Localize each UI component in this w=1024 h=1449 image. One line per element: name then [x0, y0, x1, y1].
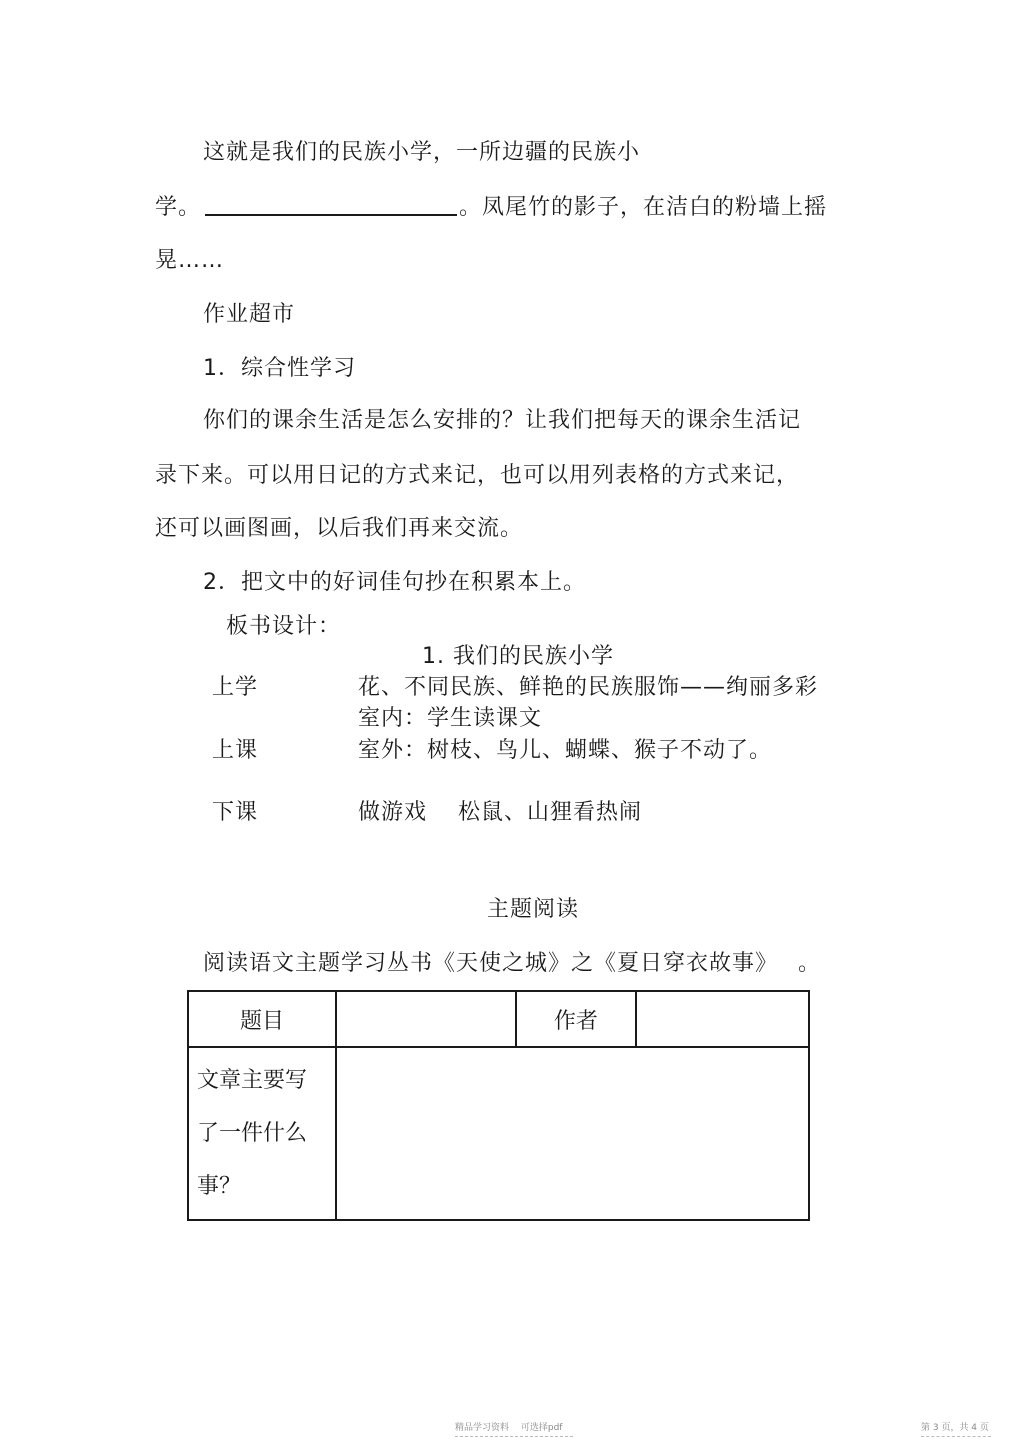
table-row [188, 991, 809, 1047]
board-row-content: 室内：学生读课文 [358, 706, 543, 731]
question-line: 事？ [197, 1174, 242, 1199]
paragraph-line-with-blank [155, 194, 827, 221]
board-label: 板书设计： [226, 614, 342, 639]
list-item-heading: 2．把文中的好词佳句抄在积累本上。 [203, 570, 586, 595]
paragraph-line: 录下来。可以用日记的方式来记，也可以用列表格的方式来记， [155, 463, 800, 488]
paragraph-line: 你们的课余生活是怎么安排的？让我们把每天的课余生活记 [203, 408, 802, 433]
board-row-content: 室外：树枝、鸟儿、蝴蝶、猴子不动了。 [358, 738, 773, 763]
table-input-author[interactable] [636, 991, 809, 1047]
paragraph-text: 学。 [155, 195, 202, 220]
board-title: 1. 我们的民族小学 [422, 644, 614, 669]
paragraph-text: 。凤尾竹的影子，在洁白的粉墙上摇 [459, 195, 828, 220]
reading-instruction: 阅读语文主题学习丛书《天使之城》之《夏日穿衣故事》 。 [203, 951, 821, 976]
footer-center: 精品学习资料 可选择pdf [455, 1423, 563, 1433]
table-label-question [188, 1047, 336, 1220]
reading-title: 主题阅读 [487, 897, 580, 922]
paragraph-line: 这就是我们的民族小学，一所边疆的民族小 [203, 140, 641, 165]
footer-page-number: 第 3 页，共 4 页 [921, 1423, 989, 1433]
reading-table [187, 990, 810, 1221]
question-line: 了一件什么 [197, 1121, 308, 1146]
board-row-label: 上学 [212, 675, 259, 700]
paragraph-line: 还可以画图画，以后我们再来交流。 [155, 516, 524, 541]
board-row-label: 上课 [212, 738, 259, 763]
list-item-heading: 1．综合性学习 [203, 356, 356, 381]
board-row-content: 做游戏 松鼠、山狸看热闹 [358, 800, 642, 825]
table-label-author: 作者 [516, 991, 636, 1047]
board-row-label: 下课 [212, 800, 259, 825]
paragraph-line: 晃…… [155, 248, 225, 273]
section-heading: 作业超市 [203, 302, 296, 327]
fill-in-blank[interactable] [205, 194, 457, 216]
table-label-title: 题目 [188, 991, 336, 1047]
footer-divider [921, 1436, 991, 1437]
table-row [188, 1047, 809, 1220]
question-line: 文章主要写 [197, 1068, 308, 1093]
board-row-content: 花、不同民族、鲜艳的民族服饰——绚丽多彩 [358, 675, 819, 700]
table-input-answer[interactable] [336, 1047, 809, 1220]
table-input-title[interactable] [336, 991, 516, 1047]
footer-divider [455, 1436, 573, 1437]
